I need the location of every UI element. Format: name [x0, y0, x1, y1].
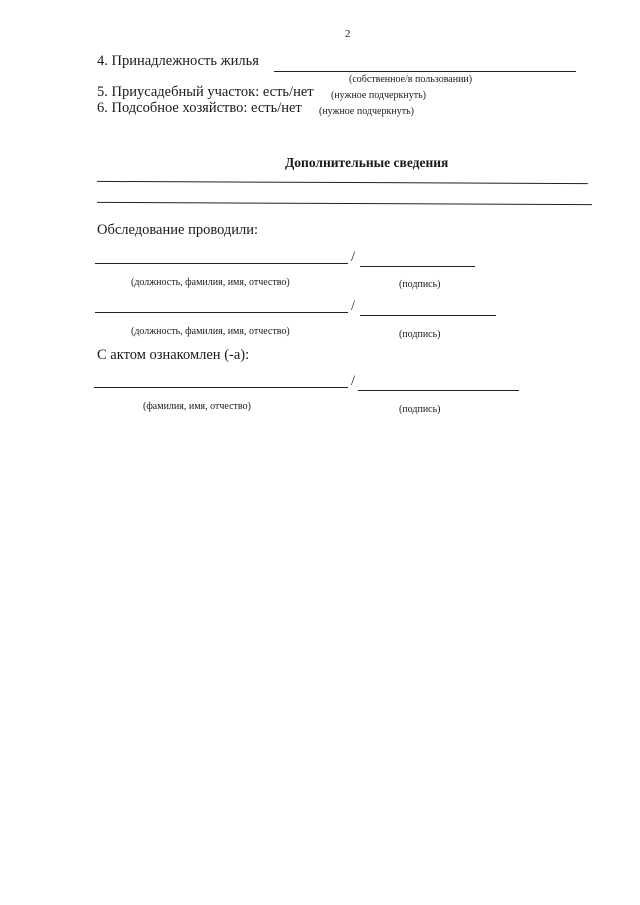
item6-label: 6. Подсобное хозяйство: есть/нет [97, 100, 302, 116]
item5-label: 5. Приусадебный участок: есть/нет [97, 84, 314, 100]
item4-label: 4. Принадлежность жилья [97, 53, 259, 69]
signer2-name-line [95, 312, 348, 313]
signer1-sign-hint: (подпись) [399, 279, 441, 290]
item5-hint: (нужное подчеркнуть) [331, 90, 426, 101]
acquainted-name-hint: (фамилия, имя, отчество) [143, 401, 251, 412]
additional-heading: Дополнительные сведения [285, 155, 449, 170]
acquainted-sign-hint: (подпись) [399, 404, 441, 415]
signer2-sign-line [360, 315, 496, 316]
acquainted-slash: / [351, 373, 356, 389]
additional-line-2 [97, 202, 592, 205]
item4-fill-line [274, 71, 576, 72]
signer1-name-line [95, 263, 348, 264]
acquainted-heading: С актом ознакомлен (-а): [97, 347, 250, 363]
signer1-name-hint: (должность, фамилия, имя, отчество) [131, 277, 290, 288]
acquainted-name-line [94, 387, 348, 388]
item4-hint: (собственное/в пользовании) [349, 74, 473, 85]
acquainted-sign-line [358, 390, 519, 391]
signer2-name-hint: (должность, фамилия, имя, отчество) [131, 326, 290, 337]
survey-heading: Обследование проводили: [97, 222, 259, 238]
signer2-sign-hint: (подпись) [399, 329, 441, 340]
item6-hint: (нужное подчеркнуть) [319, 106, 414, 117]
signer1-slash: / [351, 249, 356, 265]
page-number: 2 [345, 28, 351, 40]
additional-line-1 [97, 181, 588, 184]
signer1-sign-line [360, 266, 475, 267]
signer2-slash: / [351, 298, 356, 314]
